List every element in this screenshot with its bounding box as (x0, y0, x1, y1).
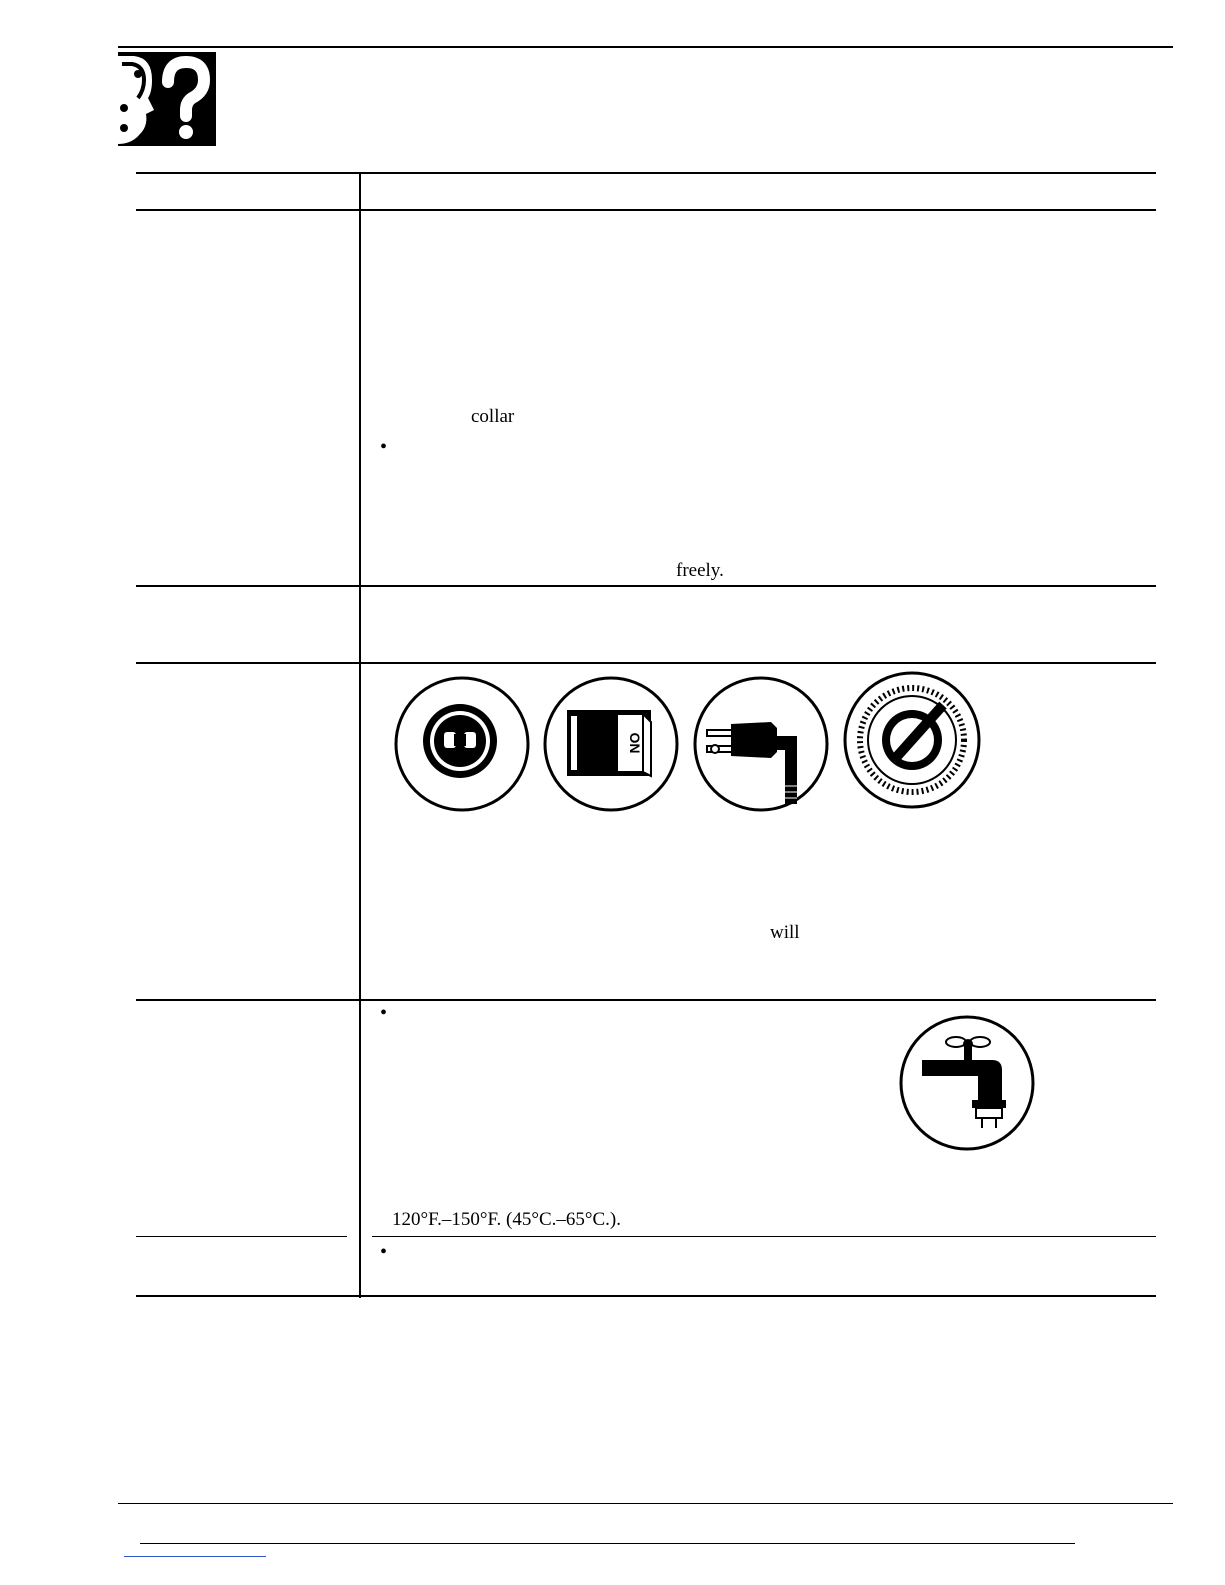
table-bottom-rule (136, 1295, 1156, 1297)
footer-rule-lower (140, 1543, 1075, 1544)
row-divider-4-right (372, 1236, 1156, 1237)
row1-freely-text: freely. (676, 560, 724, 581)
row3-will-text: will (770, 922, 800, 943)
logo (118, 52, 216, 146)
dial-control-icon (843, 671, 981, 814)
row4-temperature-text: 120°F.–150°F. (45°C.–65°C.). (392, 1209, 621, 1230)
troubleshooting-question-icon (118, 52, 216, 146)
circuit-breaker-on-icon (543, 676, 679, 817)
row-divider-4-left (136, 1236, 347, 1237)
row5-bullet: • (380, 1241, 388, 1263)
row1-collar-text: collar (471, 406, 515, 427)
fuse-icon (394, 676, 530, 817)
power-plug-icon (693, 676, 829, 817)
row4-bullet: • (380, 1002, 388, 1024)
table-top-rule (136, 172, 1156, 174)
header-rule (118, 46, 1173, 48)
switch-on-label: ON (627, 732, 643, 754)
row-divider-1 (136, 585, 1156, 587)
row-divider-3 (136, 999, 1156, 1001)
row-divider-2 (136, 662, 1156, 664)
footer-link-underline[interactable] (124, 1556, 266, 1557)
footer-rule (118, 1503, 1173, 1504)
row1-bullet: • (380, 436, 388, 458)
table-header-rule (136, 209, 1156, 211)
hot-water-faucet-icon (898, 1014, 1036, 1157)
table-column-divider (359, 172, 361, 1298)
